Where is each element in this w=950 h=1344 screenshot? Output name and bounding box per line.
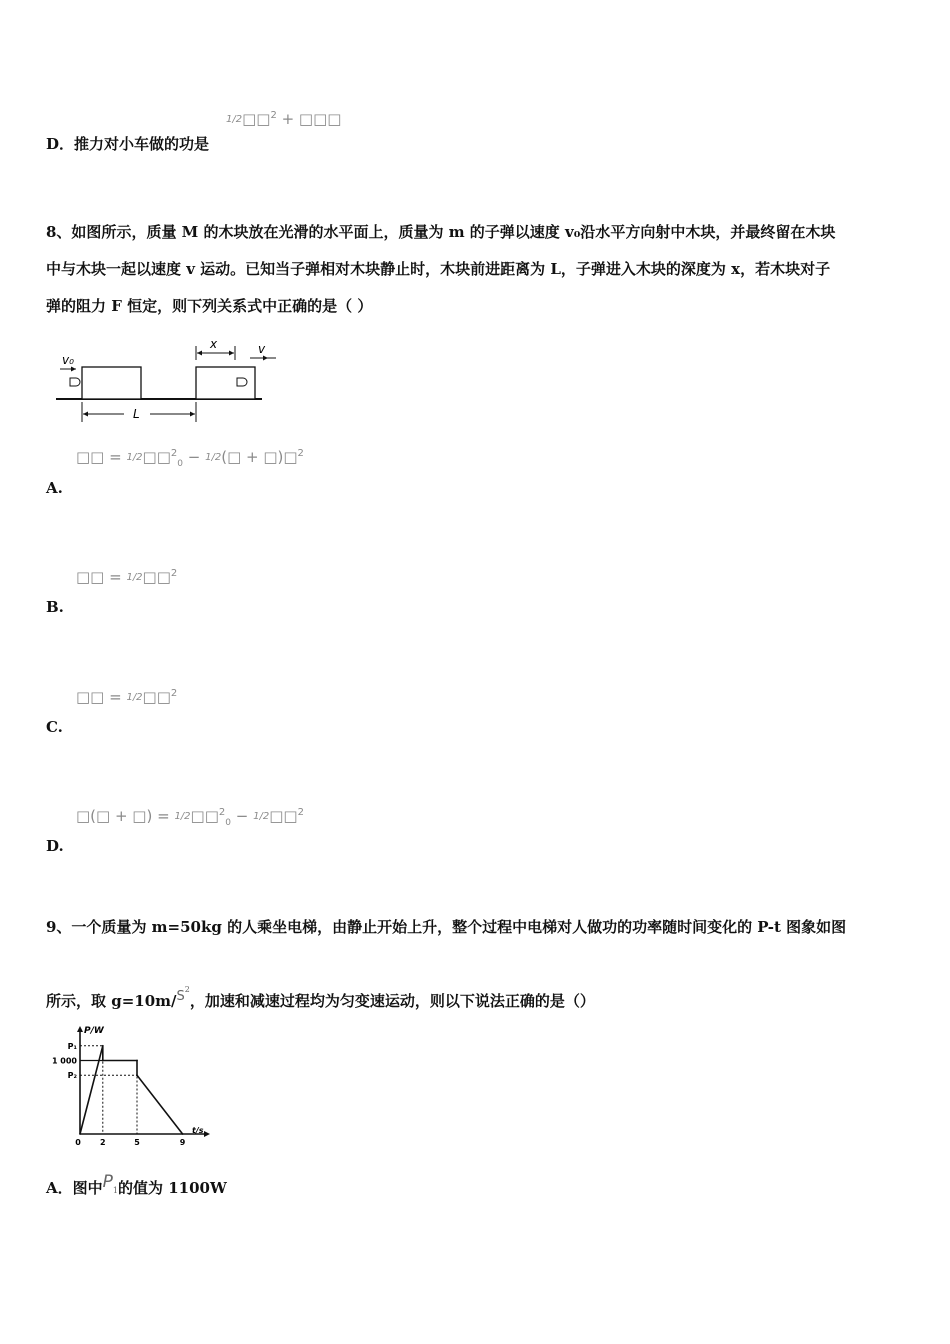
power-point bbox=[102, 1060, 104, 1062]
formula-fraction-2: 1/2 bbox=[253, 810, 270, 822]
formula-lhs: □□ = bbox=[76, 568, 127, 586]
y-axis-label: P/W bbox=[84, 1026, 104, 1036]
q8-option-d-formula bbox=[76, 807, 304, 828]
q9-option-a-symbol-sub: 1 bbox=[112, 1186, 118, 1195]
q9-option-a-pre: A．图中 bbox=[46, 1179, 103, 1197]
q8-line-1: 8、如图所示，质量 M 的木块放在光滑的水平面上，质量为 m 的子弹以速度 v₀沿水平方向射中木块，并最终留在木块 bbox=[46, 223, 836, 241]
formula-lhs: □□ = bbox=[76, 688, 127, 706]
q9-option-a-post: 的值为 1100W bbox=[118, 1179, 227, 1197]
formula-tail-2: (□ + □)□ bbox=[221, 448, 298, 466]
formula-fraction-2: 1/2 bbox=[205, 451, 222, 463]
power-point bbox=[136, 1074, 138, 1076]
formula-mid: □□ bbox=[142, 688, 171, 706]
formula-mid: □□ bbox=[142, 568, 171, 586]
q7-option-d-label: D．推力对小车做的功是 bbox=[46, 135, 210, 153]
q9-line-2-post: ，加速和减速过程均为匀变速运动，则以下说法正确的是（） bbox=[189, 992, 595, 1010]
x-tick-label-2: 2 bbox=[100, 1138, 106, 1147]
formula-fraction: 1/2 bbox=[126, 691, 143, 703]
formula-tail: + □□□ bbox=[276, 110, 342, 128]
formula-fraction: 1/2 bbox=[174, 810, 191, 822]
x-axis-arrow bbox=[204, 1131, 210, 1137]
formula-sup-2: 2 bbox=[297, 448, 304, 459]
formula-mid: □□ bbox=[142, 448, 171, 466]
formula-fraction: 1/2 bbox=[126, 571, 143, 583]
formula-fraction: 1/2 bbox=[126, 451, 143, 463]
formula-lhs: □(□ + □) = bbox=[76, 807, 175, 825]
q8-line-3: 弹的阻力 F 恒定，则下列关系式中正确的是（ ） bbox=[46, 297, 373, 315]
q9-line-1: 9、一个质量为 m=50kg 的人乘坐电梯，由静止开始上升，整个过程中电梯对人做功的功率随时间变化的 P-t 图象如图 bbox=[46, 918, 847, 936]
formula-tail: − bbox=[231, 807, 254, 825]
formula-sup: 2 bbox=[218, 807, 226, 818]
q8-option-a-formula bbox=[76, 448, 304, 469]
formula-tail-2: □□ bbox=[269, 807, 298, 825]
formula-mid: □□ bbox=[190, 807, 219, 825]
q9-line-2 bbox=[46, 980, 595, 1011]
power-point bbox=[102, 1045, 104, 1047]
formula-sup: 2 bbox=[170, 568, 178, 579]
power-point bbox=[182, 1133, 184, 1135]
formula-lhs: □□ = bbox=[76, 448, 127, 466]
label-l: L bbox=[133, 407, 140, 421]
formula-fraction: 1/2 bbox=[226, 113, 243, 125]
power-point bbox=[136, 1060, 138, 1062]
y-tick-label-2: P₂ bbox=[67, 1071, 77, 1081]
arrowhead-v0 bbox=[71, 367, 76, 372]
x-axis-label: t/s bbox=[192, 1126, 204, 1135]
label-v: v bbox=[258, 342, 266, 356]
block-initial bbox=[82, 367, 141, 399]
arrowhead-v bbox=[263, 356, 268, 361]
q9-unit: S bbox=[176, 989, 185, 1004]
formula-sub: 0 bbox=[225, 818, 231, 828]
formula-sup-2: 2 bbox=[297, 807, 304, 818]
label-v0: v₀ bbox=[62, 353, 74, 367]
q9-line-2-pre: 所示，取 g=10m/ bbox=[46, 992, 177, 1010]
power-series-line bbox=[80, 1046, 183, 1134]
formula-body: □□ bbox=[242, 110, 271, 128]
label-x: x bbox=[210, 337, 218, 351]
formula-sub: 0 bbox=[177, 459, 184, 469]
bullet-embedded bbox=[237, 378, 247, 386]
formula-tail: − bbox=[183, 448, 206, 466]
bullet-initial bbox=[70, 378, 80, 386]
formula-sup: 2 bbox=[170, 448, 178, 459]
x-tick-label-9: 9 bbox=[179, 1138, 186, 1147]
q9-pt-chart bbox=[46, 1022, 212, 1147]
q8-option-b-formula bbox=[76, 568, 177, 586]
q8-option-a-label: A. bbox=[46, 479, 63, 497]
x-tick-label-0: 0 bbox=[75, 1138, 81, 1147]
q9-option-a-symbol: P bbox=[102, 1172, 113, 1192]
q7-option-d bbox=[46, 134, 209, 154]
q9-unit-sup: 2 bbox=[184, 985, 190, 994]
formula-sup: 2 bbox=[270, 110, 277, 121]
y-tick-label-0: P₁ bbox=[67, 1041, 77, 1051]
q8-option-c-label: C. bbox=[46, 718, 63, 736]
q8-line-2: 中与木块一起以速度 v 运动。已知当子弹相对木块静止时，木块前进距离为 L，子弹进入木块的深度为 x，若木块对子 bbox=[46, 260, 831, 278]
q8-option-d-label: D. bbox=[46, 837, 64, 855]
q9-option-a bbox=[46, 1172, 227, 1201]
x-tick-label-5: 5 bbox=[134, 1138, 140, 1147]
formula-sup: 2 bbox=[170, 688, 178, 699]
q8-option-c-formula bbox=[76, 688, 177, 706]
power-point bbox=[79, 1133, 81, 1135]
q8-option-b-label: B. bbox=[46, 598, 64, 616]
y-tick-label-1: 1 000 bbox=[51, 1056, 77, 1066]
y-axis-arrow bbox=[77, 1026, 83, 1032]
q8-figure bbox=[54, 336, 269, 428]
q7-option-d-formula bbox=[226, 110, 341, 128]
